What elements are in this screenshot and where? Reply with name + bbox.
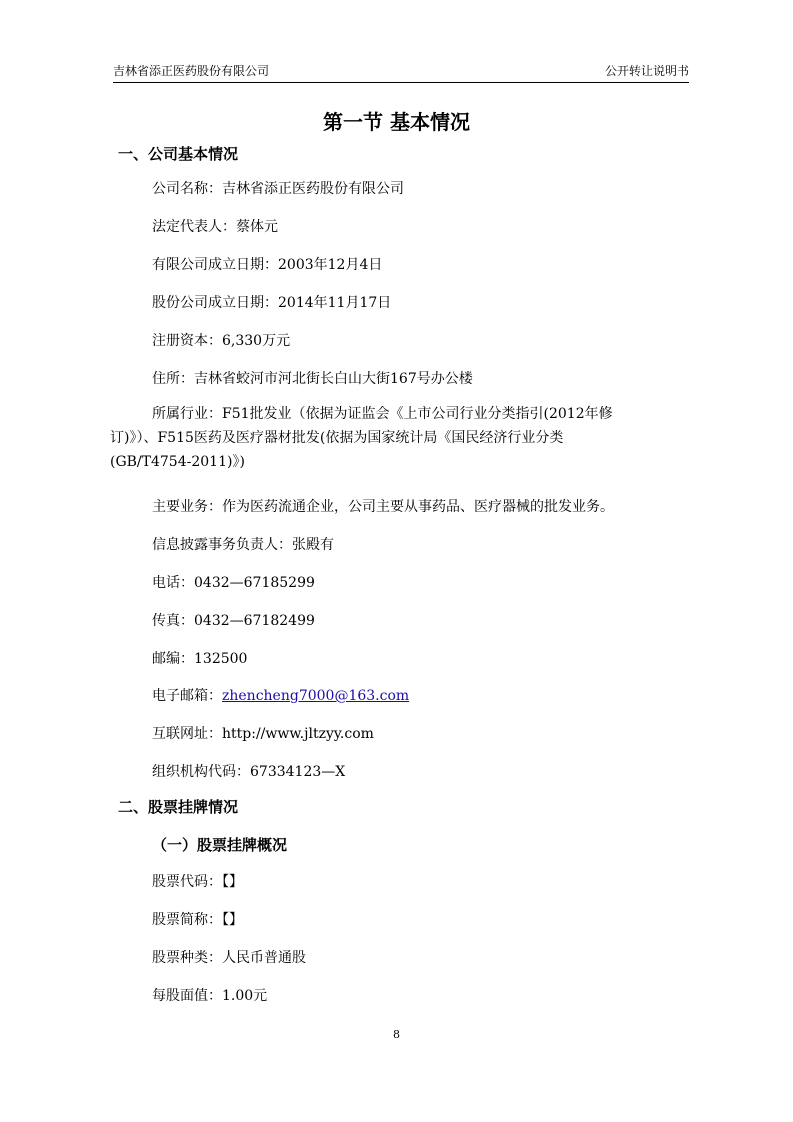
header-doc-title: 公开转让说明书 [604,64,689,78]
postcode-line: 邮编：132500 [152,651,248,667]
address-line: 住所：吉林省蛟河市河北街长白山大街167号办公楼 [152,371,473,387]
registered-capital-line: 注册资本：6,330万元 [152,333,291,349]
ltd-founding-date-line: 有限公司成立日期：2003年12月4日 [152,257,383,273]
main-business-line: 主要业务：作为医药流通企业，公司主要从事药品、医疗器械的批发业务。 [152,499,614,515]
disclosure-officer-line: 信息披露事务负责人：张殿有 [152,537,334,553]
par-value-line: 每股面值：1.00元 [152,988,268,1004]
org-code-line: 组织机构代码：67334123—X [152,764,346,780]
stock-code-line: 股票代码：【】 [152,874,243,890]
section-heading-stock-listing: 二、股票挂牌情况 [118,798,239,816]
stock-type-line: 股票种类：人民币普通股 [152,950,306,966]
industry-line-2: 订)》）、F515医药及医疗器材批发(依据为国家统计局《国民经济行业分类 [110,430,564,446]
industry-line-3: (GB/T4754-2011)》) [110,454,245,470]
page-number: 8 [393,1028,400,1041]
email-label: 电子邮箱： [152,688,222,704]
email-link[interactable]: zhencheng7000@163.com [222,688,410,704]
legal-representative-line: 法定代表人：蔡体元 [152,219,278,235]
industry-line-1: 所属行业：F51批发业（依据为证监会《上市公司行业分类指引(2012年修 [152,406,613,422]
subsection-heading-listing-overview: （一）股票挂牌概况 [152,836,288,854]
page-title: 第一节 基本情况 [323,110,470,134]
section-heading-company-info: 一、公司基本情况 [118,145,239,163]
website-line: 互联网址：http://www.jltzyy.com [152,726,374,742]
stock-name-line: 股票简称：【】 [152,912,243,928]
page-header [113,64,689,83]
corp-founding-date-line: 股份公司成立日期：2014年11月17日 [152,295,392,311]
industry-paragraph [110,402,690,474]
email-line [152,685,409,705]
company-name-line: 公司名称：吉林省添正医药股份有限公司 [152,181,404,197]
phone-line: 电话：0432—67185299 [152,575,315,591]
fax-line: 传真：0432—67182499 [152,613,315,629]
header-company-name: 吉林省添正医药股份有限公司 [113,64,270,78]
